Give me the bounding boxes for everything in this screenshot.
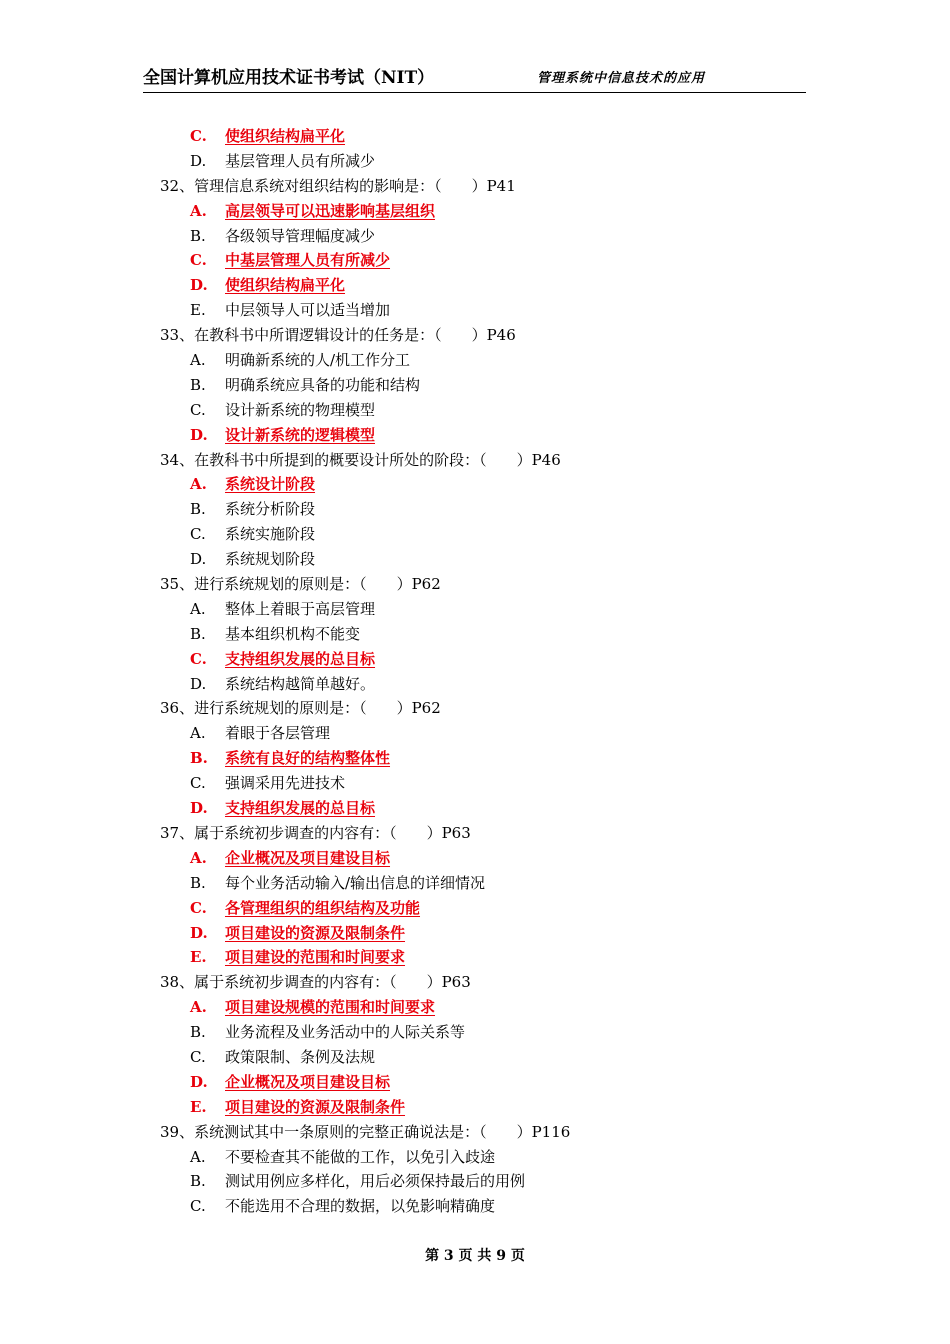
header-subject-title: 管理系统中信息技术的应用 xyxy=(537,71,706,86)
question-text: 37、属于系统初步调查的内容有：（ ）P63 xyxy=(160,823,471,842)
option-letter: C. xyxy=(190,649,207,668)
answer-option xyxy=(160,298,800,323)
option-letter: C. xyxy=(190,1197,206,1216)
option-letter: D. xyxy=(190,276,208,295)
question-text: 39、系统测试其中一条原则的完整正确说法是：（ ）P116 xyxy=(160,1122,571,1141)
answer-option xyxy=(160,398,800,423)
option-letter: D. xyxy=(190,1072,208,1091)
answer-option xyxy=(160,1169,800,1194)
answer-option-correct xyxy=(160,1070,800,1095)
question-stem xyxy=(160,821,800,846)
answer-option-correct xyxy=(160,273,800,298)
option-letter: B. xyxy=(190,873,206,892)
option-letter: A. xyxy=(190,599,206,618)
option-text: 各级领导管理幅度减少 xyxy=(225,226,376,245)
question-list xyxy=(160,124,800,1219)
page-number: 第 3 页 共 9 页 xyxy=(425,1248,525,1264)
option-text: 支持组织发展的总目标 xyxy=(225,799,376,818)
option-text: 企业概况及项目建设目标 xyxy=(225,1072,391,1091)
answer-option-correct xyxy=(160,796,800,821)
answer-option-correct xyxy=(160,647,800,672)
question-stem xyxy=(160,174,800,199)
option-letter: C. xyxy=(190,400,206,419)
option-letter: D. xyxy=(190,923,208,942)
question-stem xyxy=(160,572,800,597)
option-letter: B. xyxy=(190,749,208,768)
answer-option xyxy=(160,497,800,522)
answer-option-correct xyxy=(160,124,800,149)
option-text: 系统有良好的结构整体性 xyxy=(225,749,391,768)
option-letter: D. xyxy=(190,799,208,818)
option-letter: D. xyxy=(190,425,208,444)
option-letter: C. xyxy=(190,525,206,544)
option-letter: A. xyxy=(190,998,207,1017)
option-text: 每个业务活动输入/输出信息的详细情况 xyxy=(225,873,486,892)
answer-option xyxy=(160,1045,800,1070)
answer-option xyxy=(160,597,800,622)
option-letter: B. xyxy=(190,375,206,394)
option-letter: E. xyxy=(190,948,207,967)
option-letter: C. xyxy=(190,127,207,145)
option-letter: C. xyxy=(190,1047,206,1066)
option-letter: D. xyxy=(190,151,207,170)
answer-option-correct xyxy=(160,921,800,946)
option-text: 项目建设的资源及限制条件 xyxy=(225,923,406,942)
option-text: 系统结构越简单越好。 xyxy=(225,674,376,693)
answer-option xyxy=(160,1194,800,1219)
question-text: 34、在教科书中所提到的概要设计所处的阶段：（ ）P46 xyxy=(160,450,561,469)
answer-option-correct xyxy=(160,199,800,224)
option-text: 强调采用先进技术 xyxy=(225,774,346,793)
option-text: 明确系统应具备的功能和结构 xyxy=(225,375,421,394)
answer-option xyxy=(160,547,800,572)
option-text: 基本组织机构不能变 xyxy=(225,624,361,643)
option-text: 系统规划阶段 xyxy=(225,550,316,569)
question-text: 36、进行系统规划的原则是：（ ）P62 xyxy=(160,699,441,718)
option-text: 系统分析阶段 xyxy=(225,500,316,519)
question-text: 32、管理信息系统对组织结构的影响是：（ ）P41 xyxy=(160,176,516,195)
question-text: 33、在教科书中所谓逻辑设计的任务是：（ ）P46 xyxy=(160,326,516,345)
question-stem xyxy=(160,448,800,473)
option-letter: E. xyxy=(190,301,206,320)
question-stem xyxy=(160,696,800,721)
option-text: 不能选用不合理的数据，以免影响精确度 xyxy=(225,1197,496,1216)
option-text: 项目建设的资源及限制条件 xyxy=(225,1097,406,1116)
answer-option xyxy=(160,721,800,746)
answer-option xyxy=(160,224,800,249)
page-header xyxy=(143,66,806,93)
option-text: 中层领导人可以适当增加 xyxy=(225,301,391,320)
answer-option xyxy=(160,622,800,647)
option-letter: A. xyxy=(190,848,207,867)
answer-option xyxy=(160,522,800,547)
option-text: 不要检查其不能做的工作，以免引入歧途 xyxy=(225,1147,496,1166)
option-text: 着眼于各层管理 xyxy=(225,724,331,743)
option-text: 设计新系统的物理模型 xyxy=(225,400,376,419)
answer-option-correct xyxy=(160,846,800,871)
answer-option-correct xyxy=(160,945,800,970)
option-text: 各管理组织的组织结构及功能 xyxy=(225,898,421,917)
option-letter: D. xyxy=(190,550,207,569)
option-text: 基层管理人员有所减少 xyxy=(225,151,376,170)
option-text: 政策限制、条例及法规 xyxy=(225,1047,376,1066)
option-letter: A. xyxy=(190,201,207,220)
option-text: 系统设计阶段 xyxy=(225,475,316,494)
option-text: 使组织结构扁平化 xyxy=(225,276,346,295)
option-text: 明确新系统的人/机工作分工 xyxy=(225,351,411,370)
question-stem xyxy=(160,970,800,995)
option-text: 测试用例应多样化，用后必须保持最后的用例 xyxy=(225,1172,526,1191)
answer-option xyxy=(160,348,800,373)
option-text: 系统实施阶段 xyxy=(225,525,316,544)
answer-option-correct xyxy=(160,472,800,497)
option-text: 使组织结构扁平化 xyxy=(225,127,346,145)
option-text: 中基层管理人员有所减少 xyxy=(225,251,391,270)
answer-option-correct xyxy=(160,746,800,771)
option-letter: A. xyxy=(190,1147,206,1166)
option-text: 高层领导可以迅速影响基层组织 xyxy=(225,201,436,220)
option-letter: D. xyxy=(190,674,207,693)
answer-option-correct xyxy=(160,995,800,1020)
option-text: 支持组织发展的总目标 xyxy=(225,649,376,668)
header-exam-title: 全国计算机应用技术证书考试（NIT） xyxy=(143,68,435,88)
question-text: 35、进行系统规划的原则是：（ ）P62 xyxy=(160,575,441,594)
answer-option-correct xyxy=(160,896,800,921)
option-letter: B. xyxy=(190,1023,206,1042)
answer-option xyxy=(160,149,800,174)
answer-option-correct xyxy=(160,248,800,273)
option-letter: C. xyxy=(190,898,207,917)
answer-option xyxy=(160,771,800,796)
answer-option xyxy=(160,373,800,398)
option-letter: B. xyxy=(190,500,206,519)
option-letter: B. xyxy=(190,624,206,643)
answer-option xyxy=(160,672,800,697)
option-text: 整体上着眼于高层管理 xyxy=(225,599,376,618)
answer-option-correct xyxy=(160,1095,800,1120)
question-stem xyxy=(160,323,800,348)
option-letter: B. xyxy=(190,226,206,245)
option-letter: A. xyxy=(190,351,206,370)
answer-option xyxy=(160,1020,800,1045)
option-text: 项目建设规模的范围和时间要求 xyxy=(225,998,436,1017)
option-letter: A. xyxy=(190,724,206,743)
answer-option xyxy=(160,1145,800,1170)
answer-option xyxy=(160,871,800,896)
option-letter: C. xyxy=(190,774,206,793)
option-text: 项目建设的范围和时间要求 xyxy=(225,948,406,967)
question-text: 38、属于系统初步调查的内容有：（ ）P63 xyxy=(160,973,471,992)
option-letter: C. xyxy=(190,251,207,270)
option-letter: B. xyxy=(190,1172,206,1191)
option-letter: E. xyxy=(190,1097,207,1116)
option-letter: A. xyxy=(190,475,207,494)
option-text: 设计新系统的逻辑模型 xyxy=(225,425,376,444)
question-stem xyxy=(160,1120,800,1145)
option-text: 业务流程及业务活动中的人际关系等 xyxy=(225,1023,466,1042)
option-text: 企业概况及项目建设目标 xyxy=(225,848,391,867)
answer-option-correct xyxy=(160,423,800,448)
